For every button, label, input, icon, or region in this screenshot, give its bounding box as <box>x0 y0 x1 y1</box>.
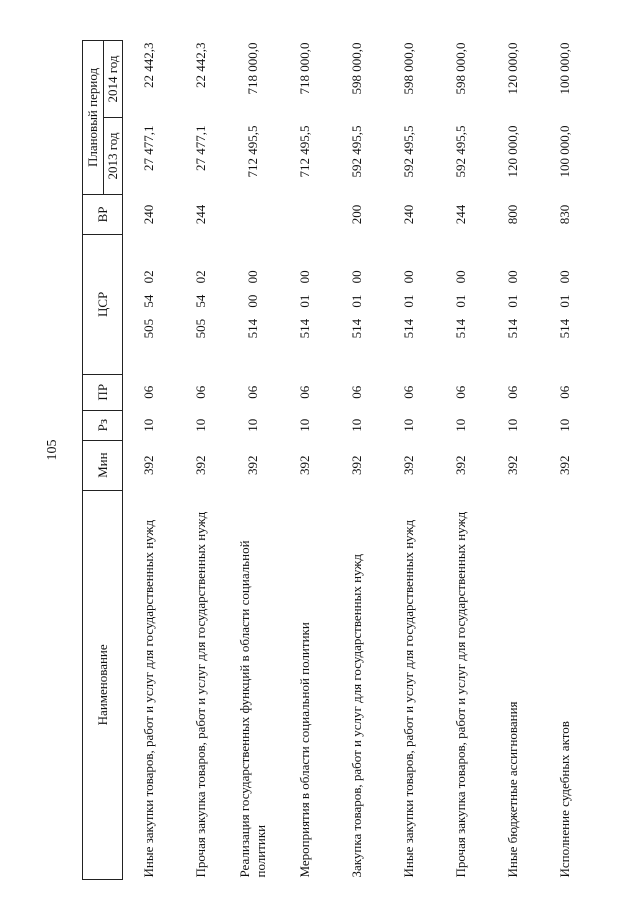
cell-min: 392 <box>244 455 260 475</box>
cell-vr: 830 <box>556 204 572 225</box>
cell-rz: 10 <box>192 418 208 432</box>
cell-csr: 514 01 00 <box>296 270 312 339</box>
table-body <box>123 41 591 880</box>
cell-rz: 10 <box>400 418 416 432</box>
cell-rz: 10 <box>244 418 260 432</box>
cell-vr: 240 <box>400 204 416 225</box>
cell-csr: 514 01 00 <box>348 270 364 339</box>
cell-2013: 592 495,5 <box>400 125 416 178</box>
header-csr: ЦСР <box>83 234 123 374</box>
table-row <box>331 41 383 880</box>
cell-name: Прочая закупка товаров, работ и услуг для государственных нужд <box>192 511 208 878</box>
cell-vr <box>279 194 331 234</box>
header-year-2014: 2014 год <box>104 41 123 118</box>
rotated-budget-table-container <box>82 40 572 880</box>
cell-pr: 06 <box>556 385 572 399</box>
cell-rz: 10 <box>348 418 364 432</box>
cell-csr: 514 01 00 <box>504 270 520 339</box>
cell-csr: 514 01 00 <box>556 270 572 339</box>
cell-2014: 22 442,3 <box>140 42 156 88</box>
cell-2014: 22 442,3 <box>192 42 208 88</box>
cell-pr: 06 <box>400 385 416 399</box>
cell-name: Иные закупки товаров, работ и услуг для государственных нужд <box>400 519 416 878</box>
table-row <box>487 41 539 880</box>
table-row <box>435 41 487 880</box>
cell-2013: 592 495,5 <box>348 125 364 178</box>
cell-rz: 10 <box>296 418 312 432</box>
cell-vr: 244 <box>192 204 208 225</box>
cell-2013: 712 495,5 <box>296 125 312 178</box>
cell-min: 392 <box>504 455 520 475</box>
cell-csr: 514 00 00 <box>244 270 260 339</box>
cell-vr: 800 <box>504 204 520 225</box>
cell-pr: 06 <box>192 385 208 399</box>
cell-2014: 598 000,0 <box>452 42 468 95</box>
cell-2014: 718 000,0 <box>244 42 260 95</box>
page-number: 105 <box>45 439 60 461</box>
table-row <box>539 41 591 880</box>
budget-table <box>82 40 591 880</box>
cell-csr: 505 54 02 <box>192 270 208 339</box>
header-planned-period: Плановый период <box>83 41 104 195</box>
table-row <box>123 41 175 880</box>
table-header <box>83 41 123 880</box>
cell-vr <box>227 194 279 234</box>
cell-2014: 100 000,0 <box>556 42 572 95</box>
cell-name: Мероприятия в области социальной политики <box>296 622 312 878</box>
cell-name: Закупка товаров, работ и услуг для государственных нужд <box>348 554 364 878</box>
cell-rz: 10 <box>452 418 468 432</box>
cell-csr: 514 01 00 <box>452 270 468 339</box>
cell-vr: 244 <box>452 204 468 225</box>
cell-min: 392 <box>348 455 364 475</box>
cell-min: 392 <box>296 455 312 475</box>
cell-vr: 240 <box>140 204 156 225</box>
header-vr: ВР <box>83 194 123 234</box>
cell-rz: 10 <box>504 418 520 432</box>
cell-csr: 514 01 00 <box>400 270 416 339</box>
cell-csr: 505 54 02 <box>140 270 156 339</box>
cell-vr: 200 <box>348 204 364 225</box>
cell-2013: 592 495,5 <box>452 125 468 178</box>
cell-name: Исполнение судебных актов <box>556 721 572 878</box>
table-row <box>279 41 331 880</box>
cell-name: Иные бюджетные ассигнования <box>504 701 520 878</box>
header-min: Мин <box>83 440 123 490</box>
cell-rz: 10 <box>140 418 156 432</box>
cell-name: Иные закупки товаров, работ и услуг для государственных нужд <box>140 519 156 878</box>
cell-pr: 06 <box>140 385 156 399</box>
cell-2014: 598 000,0 <box>348 42 364 95</box>
cell-2014: 120 000,0 <box>504 42 520 95</box>
cell-min: 392 <box>140 455 156 475</box>
cell-2013: 27 477,1 <box>140 125 156 172</box>
cell-name: Реализация государственных функций в области социальной политики <box>236 540 268 878</box>
cell-pr: 06 <box>244 385 260 399</box>
cell-pr: 06 <box>452 385 468 399</box>
cell-pr: 06 <box>504 385 520 399</box>
cell-min: 392 <box>400 455 416 475</box>
header-pr: ПР <box>83 374 123 410</box>
cell-2013: 712 495,5 <box>244 125 260 178</box>
cell-min: 392 <box>556 455 572 475</box>
cell-pr: 06 <box>348 385 364 399</box>
cell-2013: 27 477,1 <box>192 125 208 172</box>
header-name: Наименование <box>83 490 123 879</box>
cell-pr: 06 <box>296 385 312 399</box>
cell-2013: 100 000,0 <box>556 125 572 178</box>
cell-2014: 598 000,0 <box>400 42 416 95</box>
cell-rz: 10 <box>556 418 572 432</box>
cell-name: Прочая закупка товаров, работ и услуг для государственных нужд <box>452 511 468 878</box>
table-row <box>175 41 227 880</box>
header-rz: Рз <box>83 410 123 440</box>
header-year-2013: 2013 год <box>104 118 123 195</box>
cell-min: 392 <box>192 455 208 475</box>
table-row <box>227 41 279 880</box>
cell-min: 392 <box>452 455 468 475</box>
cell-2014: 718 000,0 <box>296 42 312 95</box>
table-row <box>383 41 435 880</box>
cell-2013: 120 000,0 <box>504 125 520 178</box>
